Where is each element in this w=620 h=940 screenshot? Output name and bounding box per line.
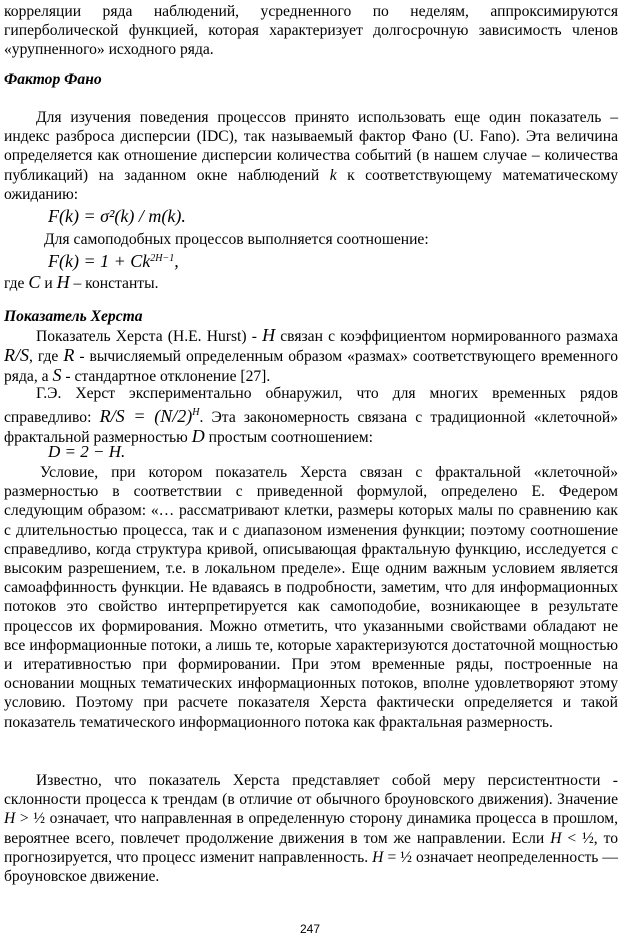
fano-paragraph: [4, 108, 618, 204]
hurst-s-symbol: S: [52, 365, 62, 386]
hurst-2-text-b: . Эта закономерность связана с традиционной «клеточной» фрактальной размерностью: [4, 409, 619, 447]
hurst-rs-symbol: R/S: [4, 345, 29, 366]
selfsimilar-formula-base: F(k) = 1 + Ck: [48, 251, 151, 271]
hurst-paragraph-1: [4, 326, 618, 387]
hurst-2-text-a: Г.Э. Херст экспериментально обнаружил, что для многих временных рядов справедливо:: [4, 385, 618, 427]
fano-heading: Фактор Фано: [4, 71, 102, 88]
hurst-1-text-d: - вычисляемый определенным образом «размах» соответствующего временного ряда, а: [4, 348, 618, 386]
constants-and: и: [44, 275, 53, 292]
hurst-1-text-b: связан с коэффициентом нормированного размаха: [280, 328, 618, 345]
hurst-h-symbol: H: [262, 325, 276, 345]
persistence-h-symbol-3: H: [372, 848, 384, 866]
fano-formula: F(k) = σ²(k) / m(k).: [48, 206, 186, 226]
page-number: 247: [299, 922, 321, 936]
intro-text: корреляции ряда наблюдений, усредненного по неделям, аппроксимируются гиперболической функцией, которая характеризует долгосрочную зависимость членов «урупненного» исходного ряда.: [4, 3, 618, 59]
hurst-heading: Показатель Херста: [4, 308, 143, 325]
constants-prefix: где: [4, 275, 25, 292]
hurst-rs-formula: [100, 406, 200, 426]
persistence-h-symbol-1: H: [4, 810, 16, 828]
dimension-formula: D = 2 − H.: [48, 442, 126, 461]
selfsimilar-paragraph: [4, 230, 618, 249]
persistence-text-a: Известно, что показатель Херста представляет собой меру персистентности - склонности процесса к трендам (в отличие от обычного броуновского движения). Значение: [4, 772, 618, 809]
persistence-text-c: < ½, то прогнозируется, что процесс изменит направленность.: [4, 829, 619, 866]
constant-h-symbol: H: [56, 272, 70, 292]
constant-c-symbol: C: [28, 272, 41, 292]
fano-k-symbol: k: [329, 166, 337, 184]
constants-line: [4, 273, 618, 293]
constants-suffix: – константы.: [73, 275, 159, 292]
hurst-d-symbol: D: [191, 426, 205, 447]
persistence-text-d: = ½ означает неопределенность — броуновское движение.: [4, 848, 619, 886]
selfsimilar-formula-end: ,: [174, 251, 179, 271]
hurst-rs-formula-exponent: H: [192, 407, 200, 419]
fano-text-2: к соответствующему математическому ожиданию:: [4, 166, 618, 203]
hurst-1-text-e: - стандартное отклонение [27].: [65, 368, 271, 386]
intro-paragraph: [4, 2, 618, 60]
hurst-1-text-a: Показатель Херста (H.E. Hurst) -: [36, 328, 257, 345]
hurst-r-symbol: R: [63, 345, 75, 366]
condition-paragraph: [4, 463, 618, 732]
persistence-text-b: > ½ означает, что направленная в определенную сторону динамика процесса в прошлом, вероятнее всего, повлечет продолжение движения в том же направлении. Если: [4, 810, 618, 847]
persistence-h-symbol-2: H: [550, 829, 562, 847]
fano-text-1: Для изучения поведения процессов принято использовать еще один показатель – индекс разброса дисперсии (IDC), так называемый фактор Фано (U. Fano). Эта величина определяется как отношение дисперсии количества событий (в нашем случае – количества публикаций) на заданном окне наблюдений: [4, 109, 618, 184]
persistence-paragraph: [4, 771, 618, 886]
selfsimilar-text: Для самоподобных процессов выполняется соотношение:: [44, 231, 429, 248]
hurst-rs-formula-base: R/S = (N/2): [99, 406, 193, 427]
hurst-1-text-c: , где: [29, 348, 59, 366]
condition-text: Условие, при котором показатель Херста связан с фрактальной «клеточной» размерностью в соответствии с приведенной формулой, определено Е. Федером следующим образом: «… рассматривают клетки, размеры которых малы по сравнению как с длительностью процесса, так и с диапазоном изменения функции; поэтому соотношение справедливо, когда структура кривой, описывающая фрактальную функцию, исследуется с высоким разрешением, т.е. в локальном пределе». Еще одним важным условием является самоаффинность функции. Не вдаваясь в подробности, заметим, что для информационных потоков это свойство интерпретируется как самоподобие, возникающее в результате процессов их формирования. Можно отметить, что указанными свойствами обладают не все информационные потоки, а лишь те, которые характеризуются достаточной мощностью и итеративностью при формировании. При этом временные ряды, построенные на основании мощных тематических информационных потоков, вполне удовлетворяют этому условию. Поэтому при расчете показателя Херста фактически определяется и такой показатель тематического информационного потока как фрактальная размерность.: [4, 464, 618, 731]
hurst-paragraph-2: [4, 384, 618, 448]
hurst-2-text-c: простым соотношением:: [208, 429, 373, 447]
selfsimilar-formula-exponent: 2H−1: [150, 253, 175, 264]
